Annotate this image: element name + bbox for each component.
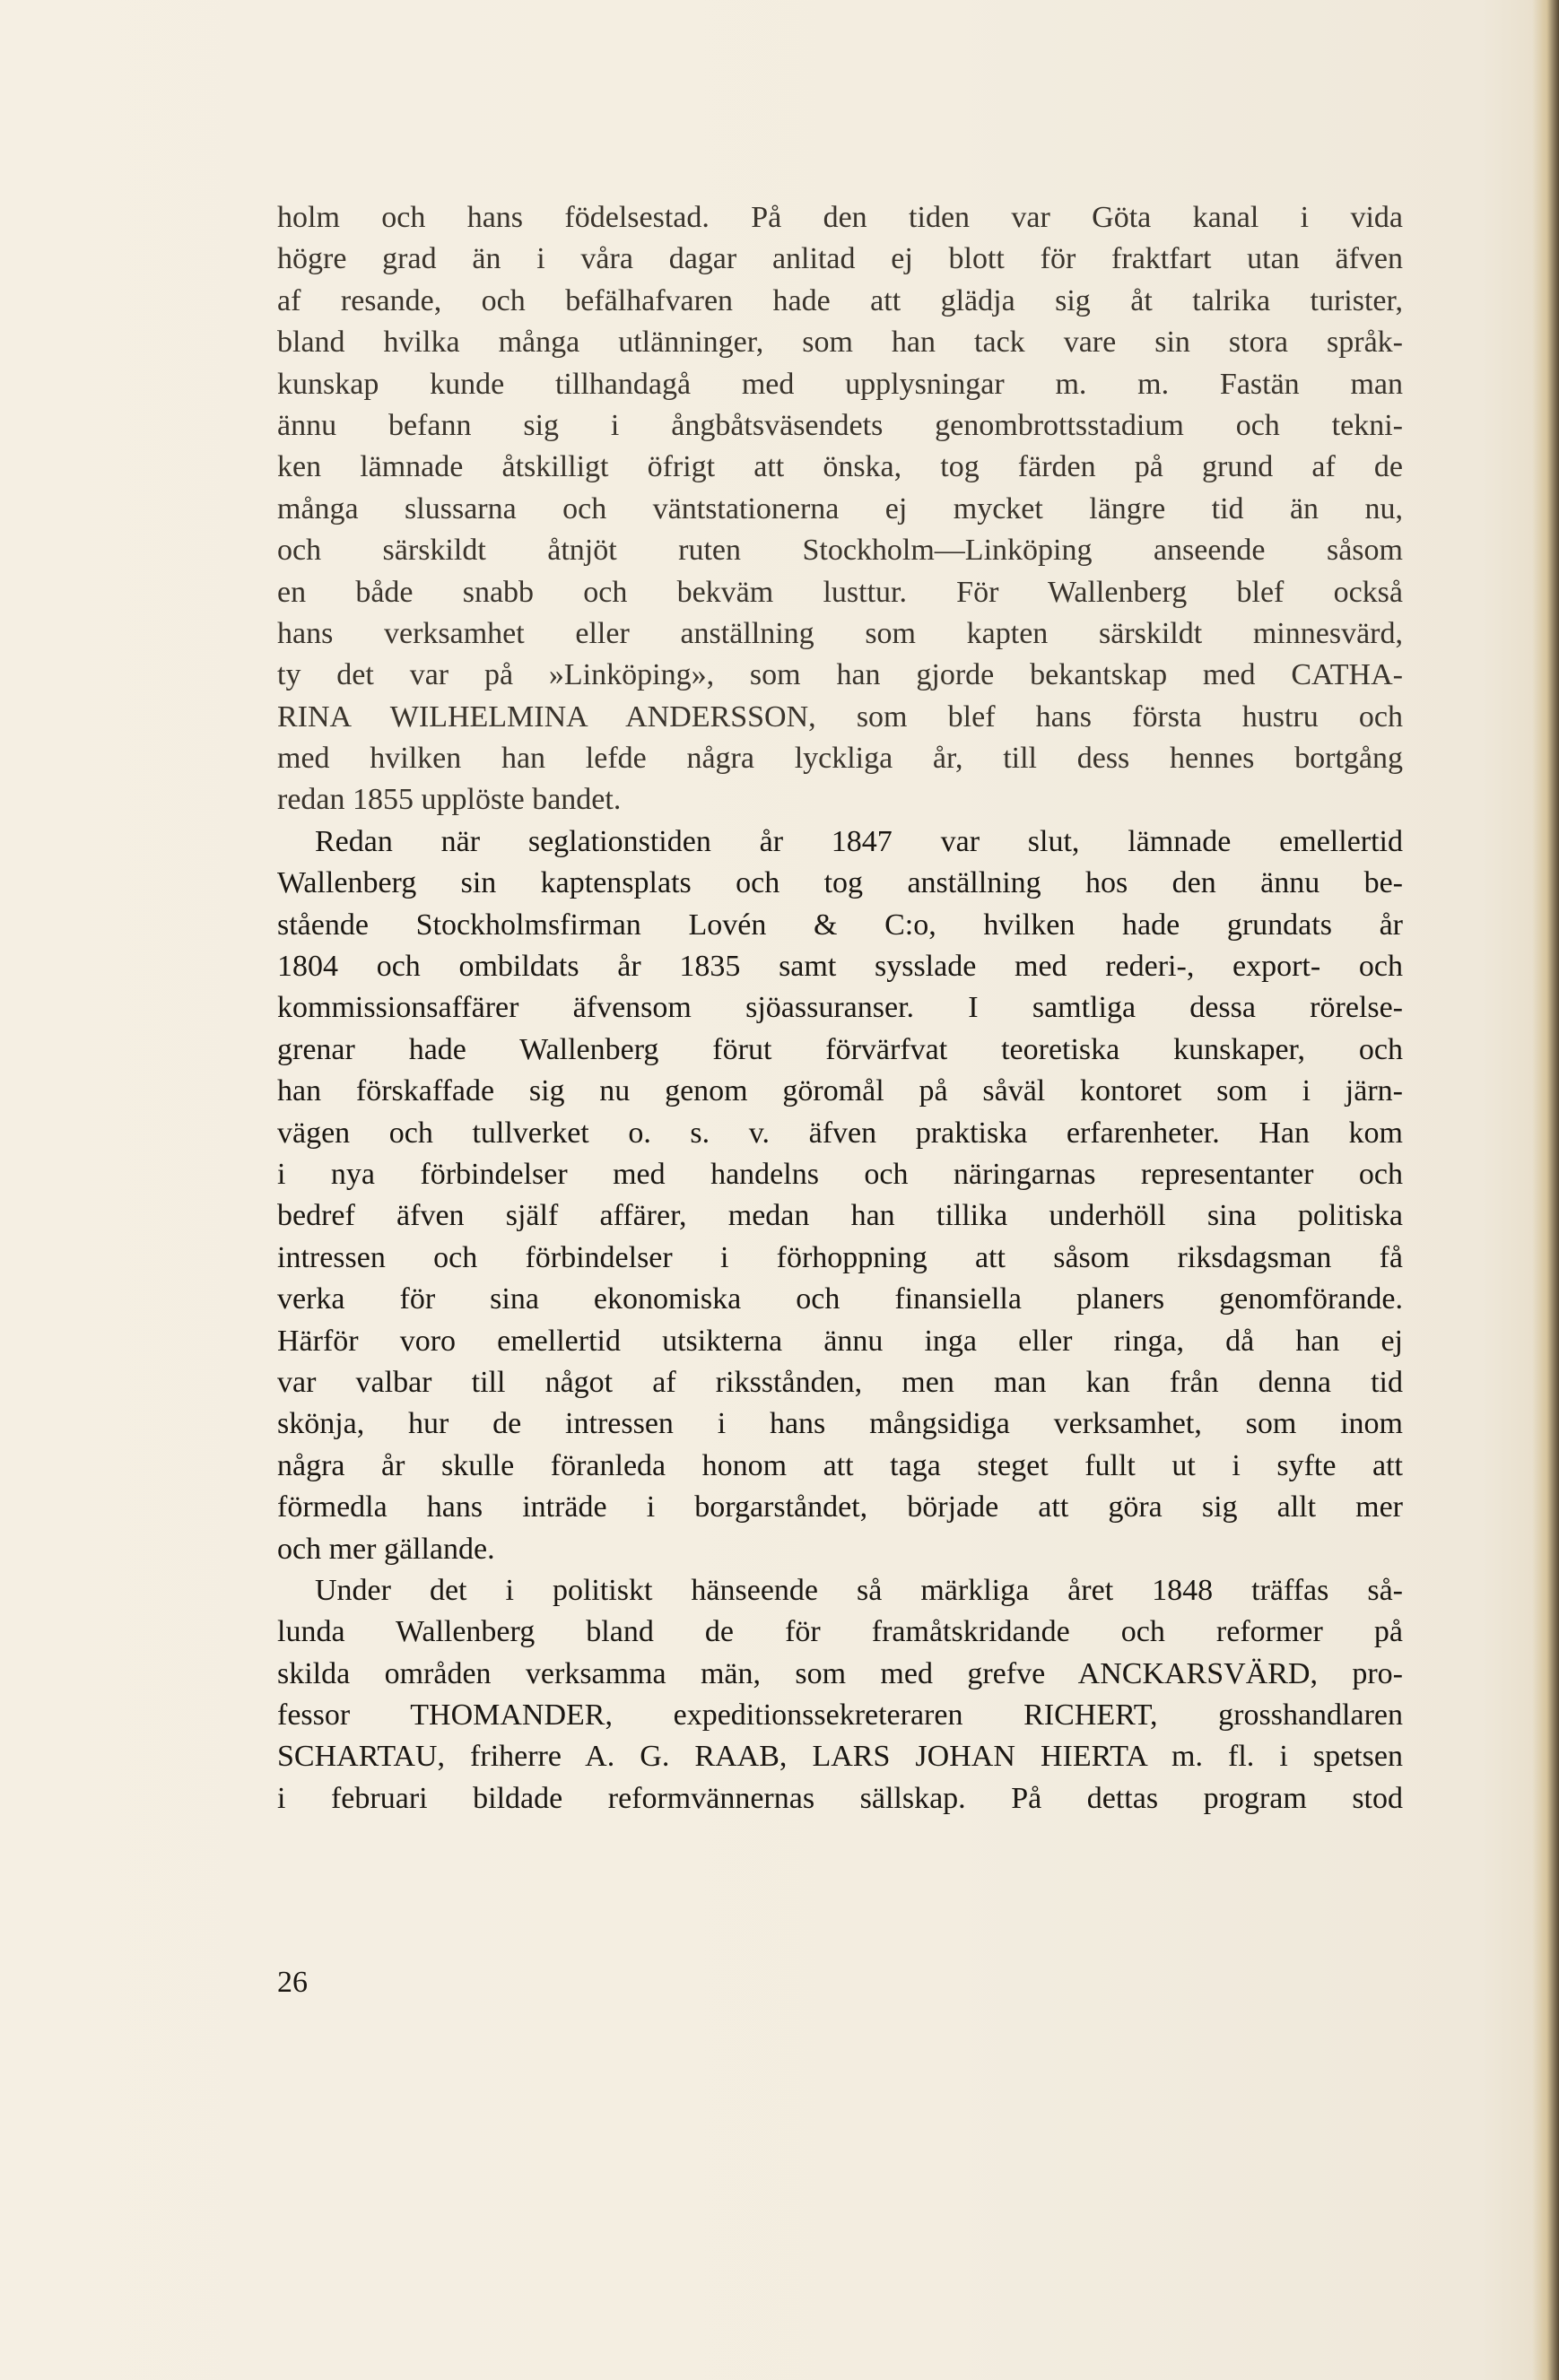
text-line: förmedla hans inträde i borgarståndet, började att göra sig allt mer bbox=[277, 1490, 1403, 1524]
text-line: stående Stockholmsfirman Lovén & C:o, hvilken hade grundats år bbox=[277, 908, 1403, 942]
text-line: intressen och förbindelser i förhoppning att såsom riksdagsman få bbox=[277, 1240, 1403, 1274]
text-line: ty det var på »Linköping», som han gjorde bekantskap med CATHA- bbox=[277, 658, 1403, 692]
page-edge-shadow bbox=[1532, 0, 1559, 2380]
text-line: af resande, och befälhafvaren hade att glädja sig åt talrika turister, bbox=[277, 283, 1403, 317]
paragraph-2 bbox=[277, 821, 1403, 1570]
text-line: med hvilken han lefde några lyckliga år, till dess hennes bortgång bbox=[277, 742, 1403, 776]
paragraph-1 bbox=[277, 197, 1403, 821]
text-line: Härför voro emellertid utsikterna ännu inga eller ringa, då han ej bbox=[277, 1324, 1403, 1358]
text-line: Under det i politiskt hänseende så märkliga året 1848 träffas så- bbox=[315, 1573, 1403, 1607]
page-number: 26 bbox=[277, 1966, 308, 1999]
text-line: lunda Wallenberg bland de för framåtskridande och reformer på bbox=[277, 1615, 1403, 1649]
text-line: 1804 och ombildats år 1835 samt sysslade med rederi-, export- och bbox=[277, 950, 1403, 984]
text-line: i februari bildade reformvännernas sällskap. På dettas program stod bbox=[277, 1781, 1403, 1815]
paragraph-3 bbox=[277, 1570, 1403, 1820]
text-line: han förskaffade sig nu genom göromål på såväl kontoret som i järn- bbox=[277, 1074, 1403, 1108]
text-line: högre grad än i våra dagar anlitad ej blott för fraktfart utan äfven bbox=[277, 242, 1403, 276]
text-line: en både snabb och bekväm lusttur. För Wallenberg blef också bbox=[277, 575, 1403, 609]
body-text bbox=[277, 197, 1403, 1820]
text-line: många slussarna och väntstationerna ej mycket längre tid än nu, bbox=[277, 491, 1403, 526]
text-line: redan 1855 upplöste bandet. bbox=[277, 783, 622, 817]
text-line: hans verksamhet eller anställning som kapten särskildt minnesvärd, bbox=[277, 616, 1403, 650]
text-line: SCHARTAU, friherre A. G. RAAB, LARS JOHAN HIERTA m. fl. i spetsen bbox=[277, 1740, 1403, 1774]
text-line: holm och hans födelsestad. På den tiden var Göta kanal i vida bbox=[277, 201, 1403, 234]
text-line: Redan när seglationstiden år 1847 var slut, lämnade emellertid bbox=[315, 824, 1403, 858]
text-line: kunskap kunde tillhandagå med upplysningar m. m. Fastän man bbox=[277, 367, 1403, 401]
text-line: grenar hade Wallenberg förut förvärfvat teoretiska kunskaper, och bbox=[277, 1032, 1403, 1066]
text-line: fessor THOMANDER, expeditionssekreteraren RICHERT, grosshandlaren bbox=[277, 1698, 1403, 1733]
text-line: bland hvilka många utlänninger, som han tack vare sin stora språk- bbox=[277, 326, 1403, 360]
text-line: och särskildt åtnjöt ruten Stockholm—Linköping anseende såsom bbox=[277, 534, 1403, 568]
text-line: kommissionsaffärer äfvensom sjöassuranser. I samtliga dessa rörelse- bbox=[277, 991, 1403, 1025]
text-line: några år skulle föranleda honom att taga steget fullt ut i syfte att bbox=[277, 1448, 1403, 1482]
text-line: var valbar till något af riksstånden, men man kan från denna tid bbox=[277, 1365, 1403, 1399]
text-line: skilda områden verksamma män, som med grefve ANCKARSVÄRD, pro- bbox=[277, 1656, 1403, 1690]
text-line: verka för sina ekonomiska och finansiella planers genomförande. bbox=[277, 1282, 1403, 1316]
text-line: vägen och tullverket o. s. v. äfven praktiska erfarenheter. Han kom bbox=[277, 1116, 1403, 1150]
text-line: Wallenberg sin kaptensplats och tog anställning hos den ännu be- bbox=[277, 866, 1403, 900]
text-line: och mer gällande. bbox=[277, 1532, 495, 1566]
text-line: ännu befann sig i ångbåtsväsendets genombrottsstadium och tekni- bbox=[277, 408, 1403, 442]
text-line: ken lämnade åtskilligt öfrigt att önska, tog färden på grund af de bbox=[277, 450, 1403, 484]
text-line: bedref äfven själf affärer, medan han tillika underhöll sina politiska bbox=[277, 1199, 1403, 1233]
text-line: i nya förbindelser med handelns och näringarnas representanter och bbox=[277, 1157, 1403, 1191]
text-line: skönja, hur de intressen i hans mångsidiga verksamhet, som inom bbox=[277, 1407, 1403, 1441]
text-line: RINA WILHELMINA ANDERSSON, som blef hans första hustru och bbox=[277, 699, 1403, 734]
